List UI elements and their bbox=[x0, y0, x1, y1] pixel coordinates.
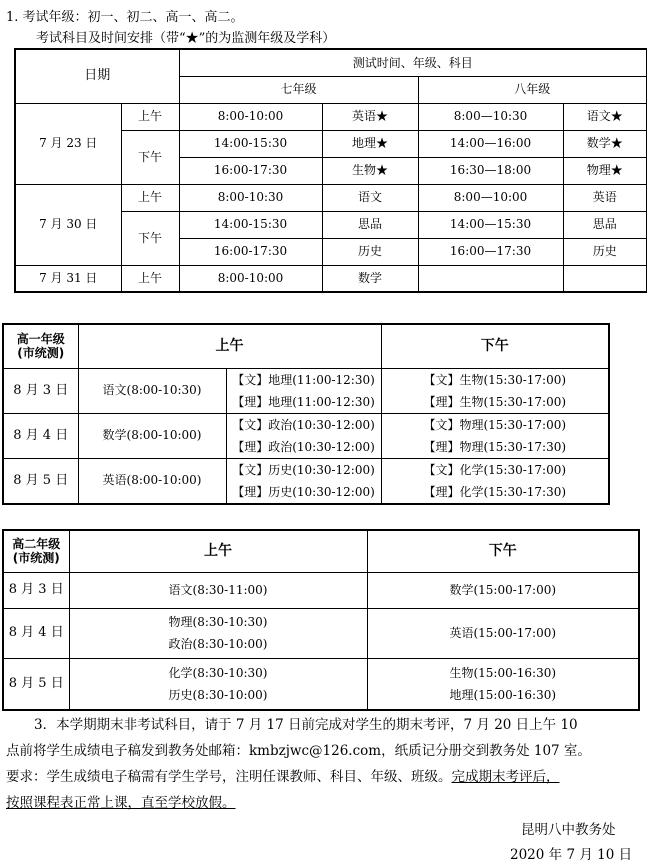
date-cell: 8 月 5 日 bbox=[3, 658, 69, 710]
time7-cell: 8:00-10:30 bbox=[179, 184, 322, 211]
heading-schedule: 考试科目及时间安排（带“★”的为监测年级及学科） bbox=[36, 31, 336, 46]
time8-cell: 16:30—18:00 bbox=[418, 157, 563, 184]
pm-li: 【理】物理(15:30-17:30) bbox=[423, 439, 567, 454]
date-cell: 8 月 4 日 bbox=[3, 413, 78, 458]
am-split-cell bbox=[226, 458, 381, 504]
grade-label: 高二年级 bbox=[12, 536, 61, 551]
pm-split-cell bbox=[381, 413, 609, 458]
time7-cell: 16:00-17:30 bbox=[179, 157, 322, 184]
period-cell: 上午 bbox=[121, 103, 179, 130]
pm-line2: 地理(15:00-16:30) bbox=[449, 687, 557, 702]
para-line-3 bbox=[6, 765, 560, 785]
period-cell: 上午 bbox=[121, 184, 179, 211]
grade-header bbox=[3, 530, 69, 572]
grade7-header: 七年级 bbox=[179, 76, 418, 103]
am-line2: 政治(8:30-10:00) bbox=[168, 637, 268, 651]
pm-wen: 【文】化学(15:30-17:00) bbox=[423, 462, 567, 477]
subject7-cell: 历史 bbox=[322, 238, 418, 265]
am-header: 上午 bbox=[69, 530, 367, 572]
time7-cell: 14:00-15:30 bbox=[179, 130, 322, 157]
grade-note: (市统测) bbox=[12, 551, 60, 566]
time7-cell: 8:00-10:00 bbox=[179, 265, 322, 292]
time8-cell: 14:00—16:00 bbox=[418, 130, 563, 157]
subject7-cell: 数学 bbox=[322, 265, 418, 292]
senior1-schedule-table bbox=[2, 323, 610, 505]
date-cell: 7 月 23 日 bbox=[15, 103, 121, 184]
time8-cell: 8:00—10:30 bbox=[418, 103, 563, 130]
time8-cell: 16:00—17:30 bbox=[418, 238, 563, 265]
subject8-cell: 英语 bbox=[563, 184, 647, 211]
pm-li: 【理】化学(15:30-17:30) bbox=[423, 484, 567, 499]
am-header: 上午 bbox=[78, 324, 381, 368]
period-cell: 上午 bbox=[121, 265, 179, 292]
grade-note: (市统测) bbox=[17, 346, 65, 361]
subject7-cell: 生物★ bbox=[322, 157, 418, 184]
am-wen: 【文】政治(10:30-12:00) bbox=[232, 417, 375, 432]
time7-cell: 16:00-17:30 bbox=[179, 238, 322, 265]
para-line-1: 3．本学期期末非考试科目，请于 7 月 17 日前完成对学生的期末考评，7 月 20 日上午 10 bbox=[34, 717, 578, 733]
heading-grades: 1. 考试年级：初一、初二、高一、高二。 bbox=[6, 10, 244, 25]
am-main-cell: 英语(8:00-10:00) bbox=[78, 458, 226, 504]
date-cell: 8 月 3 日 bbox=[3, 368, 78, 413]
senior2-schedule-table bbox=[2, 529, 640, 711]
subject8-cell: 语文★ bbox=[563, 103, 647, 130]
am-wen: 【文】历史(10:30-12:00) bbox=[232, 462, 375, 477]
am-split-cell bbox=[226, 413, 381, 458]
pm-header: 下午 bbox=[367, 530, 639, 572]
time7-cell: 14:00-15:30 bbox=[179, 211, 322, 238]
time8-cell: 8:00—10:00 bbox=[418, 184, 563, 211]
am-cell bbox=[69, 608, 367, 658]
para-line-2: 点前将学生成绩电子稿发到教务处邮箱：kmbzjwc@126.com，纸质记分册交到教务处 107 室。 bbox=[6, 743, 591, 759]
pm-li: 【理】生物(15:30-17:00) bbox=[423, 394, 567, 409]
pm-line1: 生物(15:00-16:30) bbox=[449, 665, 557, 680]
pm-cell: 英语(15:00-17:00) bbox=[367, 608, 639, 658]
subject8-cell: 思品 bbox=[563, 211, 647, 238]
grade8-header: 八年级 bbox=[418, 76, 647, 103]
am-split-cell bbox=[226, 368, 381, 413]
am-main-cell: 语文(8:00-10:30) bbox=[78, 368, 226, 413]
subject7-cell: 地理★ bbox=[322, 130, 418, 157]
date-cell: 7 月 30 日 bbox=[15, 184, 121, 265]
pm-wen: 【文】生物(15:30-17:00) bbox=[423, 372, 567, 387]
period-cell: 下午 bbox=[121, 130, 179, 184]
am-line1: 化学(8:30-10:30) bbox=[168, 665, 268, 680]
date-cell: 7 月 31 日 bbox=[15, 265, 121, 292]
signer: 昆明八中教务处 bbox=[521, 822, 616, 838]
time7-cell: 8:00-10:00 bbox=[179, 103, 322, 130]
date-cell: 8 月 3 日 bbox=[3, 572, 69, 608]
subject8-cell bbox=[563, 265, 647, 292]
para-requirement: 要求：学生成绩电子稿需有学生学号，注明任课教师、科目、年级、班级。 bbox=[6, 769, 452, 785]
pm-split-cell bbox=[381, 368, 609, 413]
pm-wen: 【文】物理(15:30-17:00) bbox=[423, 417, 567, 432]
sign-date: 2020 年 7 月 10 日 bbox=[510, 847, 633, 863]
subject7-cell: 英语★ bbox=[322, 103, 418, 130]
subject7-cell: 思品 bbox=[322, 211, 418, 238]
date-cell: 8 月 5 日 bbox=[3, 458, 78, 504]
am-wen: 【文】地理(11:00-12:30) bbox=[232, 372, 375, 387]
span-header: 测试时间、年级、科目 bbox=[179, 49, 647, 76]
time8-cell: 14:00—15:30 bbox=[418, 211, 563, 238]
para-requirement-underlined: 完成期末考评后， bbox=[451, 769, 560, 785]
pm-split-cell bbox=[381, 458, 609, 504]
am-main-cell: 数学(8:00-10:00) bbox=[78, 413, 226, 458]
grade-header bbox=[3, 324, 78, 368]
subject8-cell: 历史 bbox=[563, 238, 647, 265]
date-cell: 8 月 4 日 bbox=[3, 608, 69, 658]
am-line2: 历史(8:30-10:00) bbox=[168, 687, 268, 702]
am-li: 【理】地理(11:00-12:30) bbox=[232, 394, 375, 409]
junior-schedule-table bbox=[14, 48, 647, 293]
am-li: 【理】政治(10:30-12:00) bbox=[232, 439, 375, 454]
am-cell: 语文(8:30-11:00) bbox=[69, 572, 367, 608]
grade-label: 高一年级 bbox=[16, 331, 65, 346]
para-line-4: 按照课程表正常上课，直至学校放假。 bbox=[6, 795, 236, 811]
pm-cell bbox=[367, 658, 639, 710]
time8-cell bbox=[418, 265, 563, 292]
am-li: 【理】历史(10:30-12:00) bbox=[232, 484, 375, 499]
subject8-cell: 数学★ bbox=[563, 130, 647, 157]
subject8-cell: 物理★ bbox=[563, 157, 647, 184]
period-cell: 下午 bbox=[121, 211, 179, 265]
am-line1: 物理(8:30-10:30) bbox=[168, 615, 268, 629]
pm-cell: 数学(15:00-17:00) bbox=[367, 572, 639, 608]
am-cell bbox=[69, 658, 367, 710]
date-header: 日期 bbox=[15, 49, 179, 103]
subject7-cell: 语文 bbox=[322, 184, 418, 211]
pm-header: 下午 bbox=[381, 324, 609, 368]
